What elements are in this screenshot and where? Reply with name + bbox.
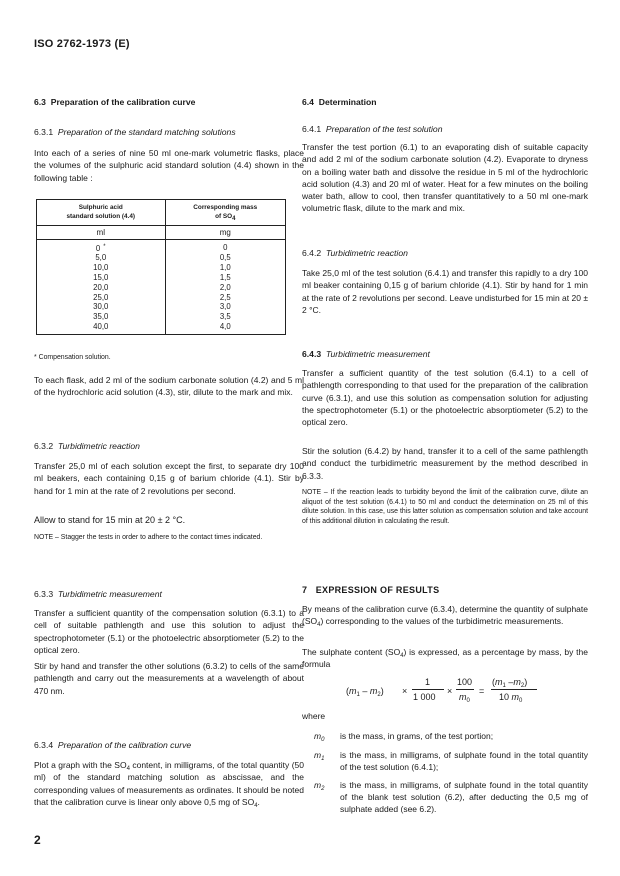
table-footnote: * Compensation solution. xyxy=(34,354,111,361)
table-row: 40,0 4,0 xyxy=(37,322,286,334)
sulphate-formula: $(m_1 - m_2)$ × 1 1 000 × 100 $m_0$ = ($m_1$ $-m_2$) 10 $m_0$ xyxy=(346,677,556,711)
formula-ten-m0: 10 $m_0$ xyxy=(499,692,523,704)
calibration-table xyxy=(36,199,286,335)
formula-diff-top: ($m_1$ $-m_2$) xyxy=(492,677,528,689)
section-number: 6.4.1 xyxy=(302,124,322,134)
section-number: 6.3.1 xyxy=(34,127,54,137)
section-6-3-2-paragraph: Transfer 25,0 ml of each solution except the first, to separate dry 100 ml beakers, each containing 0,15 g of barium chloride (4.1). Stir by hand for 1 min at the rate of 2 revolutions per second. xyxy=(34,461,304,496)
table-unit-ml: ml xyxy=(37,225,166,239)
table-row: 0 * 0 xyxy=(37,239,286,253)
formula-diff-left: $(m_1 - m_2)$ xyxy=(346,686,384,698)
table-units-row xyxy=(37,225,286,239)
table-row: 20,0 2,0 xyxy=(37,283,286,293)
section-6-4-3-paragraph-2: Stir the solution (6.4.2) by hand, transfer it to a cell of the same pathlength and conduct the turbidimetric measurement by the method described in 6.3.3. xyxy=(302,446,588,481)
section-title: Turbidimetric reaction xyxy=(57,441,140,451)
fraction-bar xyxy=(491,689,537,690)
section-7-paragraph-1: By means of the calibration curve (6.3.4), determine the quantity of sulphate $(SO_4)$ corresponding to the values of the turbidimetric measurements. xyxy=(302,604,588,629)
section-7-heading xyxy=(302,585,588,595)
table-row: 30,0 3,0 xyxy=(37,302,286,312)
section-title: Turbidimetric measurement xyxy=(57,589,162,599)
section-title: Turbidimetric reaction xyxy=(325,248,408,258)
paragraph-each-flask: To each flask, add 2 ml of the sodium carbonate solution (4.2) and 5 ml of the hydrochloric acid solution (4.3), stir, dilute to the mark and mix. xyxy=(34,375,304,398)
formula-thousand: 1 000 xyxy=(413,692,436,702)
section-6-4-2-paragraph: Take 25,0 ml of the test solution (6.4.1) and transfer this rapidly to a dry 100 ml beaker containing 0,15 g of barium chloride (4.1). Stir by hand for 1 min at the rate of 2 revolutions per second. Leave undisturbed for 15 min at 20 ± 2 °C. xyxy=(302,268,588,315)
section-title: Preparation of the test solution xyxy=(325,124,443,134)
section-6-4-heading xyxy=(302,97,588,107)
table-unit-mg: mg xyxy=(165,225,285,239)
formula-hundred: 100 xyxy=(457,677,473,687)
section-6-4-1-paragraph: Transfer the test portion (6.1) to an evaporating dish of suitable capacity and add 2 ml of the sodium carbonate solution (4.2). Evaporate to dryness on a boiling water bath and dissolve the residue in 5 ml of the hydrochloric acid solution (4.3) and 20 ml of water. Heat for a few minutes on the boiling water bath, allow to cool, then transfer quantitatively to a 50 ml one-mark volumetric flask, dilute to the mark and mix. xyxy=(302,142,588,214)
section-title: Preparation of the calibration curve xyxy=(57,740,192,750)
table-row: 35,0 3,5 xyxy=(37,312,286,322)
footnote-marker: * xyxy=(103,243,106,250)
section-6-4-1-heading xyxy=(302,124,588,134)
section-number: 6.3.4 xyxy=(34,740,54,750)
section-title: EXPRESSION OF RESULTS xyxy=(315,585,440,595)
section-6-3-4-heading xyxy=(34,740,304,750)
section-6-3-heading xyxy=(34,97,304,107)
table-col2-header: Corresponding mass of $SO_4$ xyxy=(165,200,285,226)
formula-one: 1 xyxy=(425,677,431,687)
section-title: Preparation of the standard matching solutions xyxy=(57,127,236,137)
section-title: Preparation of the calibration curve xyxy=(50,97,196,107)
table-row: 25,0 2,5 xyxy=(37,293,286,303)
section-number: 6.4.3 xyxy=(302,349,322,359)
section-6-3-2-heading xyxy=(34,441,304,451)
table-header-row xyxy=(37,200,286,226)
section-6-4-3-heading xyxy=(302,349,588,359)
section-title: Turbidimetric measurement xyxy=(325,349,430,359)
section-number: 6.4.2 xyxy=(302,248,322,258)
section-number: 6.3.2 xyxy=(34,441,54,451)
section-number: 6.4 xyxy=(302,97,314,107)
fraction-bar xyxy=(456,689,474,690)
note-turbidity: NOTE – If the reaction leads to turbidity beyond the limit of the calibration curve, dilute an aliquot of the test solution (6.4.1) to 50 ml and conduct the determination on 25 ml of this dilute solution. In this case, use this latter solution as compensation solution and take account of this additional dilution in calculating the result. xyxy=(302,489,588,525)
stand-instruction: Allow to stand for 15 min at 20 ± 2 °C. xyxy=(34,515,186,525)
document-header: ISO 2762-1973 (E) xyxy=(34,38,130,50)
section-6-3-1-heading xyxy=(34,127,304,137)
section-title: Determination xyxy=(318,97,377,107)
section-6-4-2-heading xyxy=(302,248,588,258)
table-row: 5,0 0,5 xyxy=(37,253,286,263)
table-row: 10,0 1,0 xyxy=(37,263,286,273)
section-6-3-1-paragraph: Into each of a series of nine 50 ml one-mark volumetric flasks, place the volumes of the sulphuric acid standard solution (4.4) shown in the following table : xyxy=(34,148,304,183)
section-6-4-3-paragraph-1: Transfer a sufficient quantity of the test solution (6.4.1) to a cell of pathlength corresponding to that used for the preparation of the calibration curve (6.3.1), and use this solution as compensation solution for adjusting the spectrophotometer (5.1) or the photoelectric absorptiometer (5.2) to the optical zero. xyxy=(302,368,588,428)
where-label: where xyxy=(302,711,326,721)
table-row: 15,0 1,5 xyxy=(37,273,286,283)
section-6-3-3-heading xyxy=(34,589,304,599)
note-stagger: NOTE – Stagger the tests in order to adhere to the contact times indicated. xyxy=(34,534,263,541)
formula-m0: $m_0$ xyxy=(459,692,470,704)
section-6-3-3-paragraph-2: Stir by hand and transfer the other solutions (6.3.2) to cells of the same pathlength and carry out the measurements at a wavelength of about 470 nm. xyxy=(34,661,304,696)
section-number: 6.3.3 xyxy=(34,589,54,599)
section-6-3-3-paragraph-1: Transfer a sufficient quantity of the compensation solution (6.3.1) to a cell of suitable pathlength and use this solution to adjust the spectrophotometer (5.1) or the photoelectric absorptiometer (5.2) to the optical zero. xyxy=(34,608,304,655)
section-7-paragraph-2: The sulphate content $(SO_4)$ is expressed, as a percentage by mass, by the formula xyxy=(302,647,588,670)
section-number: 7 xyxy=(302,585,308,595)
section-6-3-4-paragraph: Plot a graph with the $SO_4$ content, in milligrams, of the total quantity (50 ml) of the standard matching solution as abscissae, and the corresponding values of measurements as ordinates. It should be noted that the calibration curve is linear only above 0,5 mg of $SO_4$. xyxy=(34,760,304,809)
page-number: 2 xyxy=(34,833,41,847)
table-col1-header: Sulphuric acid standard solution (4.4) xyxy=(37,200,166,226)
fraction-bar xyxy=(412,689,444,690)
section-number: 6.3 xyxy=(34,97,46,107)
